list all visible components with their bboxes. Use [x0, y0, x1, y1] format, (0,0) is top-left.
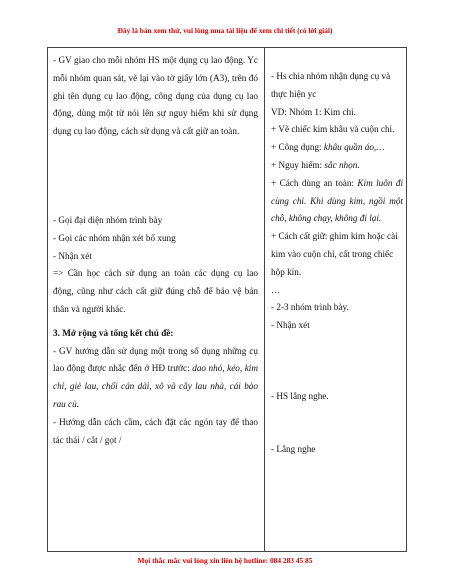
usage-value: khâu quần áo,… — [323, 142, 385, 153]
listen-response-2: - Lắng nghe — [271, 443, 316, 454]
column-divider — [264, 48, 265, 551]
danger-value: sắc nhọn. — [324, 159, 360, 170]
example-line: VD: Nhóm 1: Kim chỉ. — [271, 106, 356, 117]
danger-label: + Nguy hiểm: — [271, 159, 325, 170]
lesson-table — [47, 47, 407, 552]
ellipsis-line: … — [271, 284, 281, 295]
group-task-response: - Hs chia nhóm nhận dụng cụ và thực hiện yc — [271, 71, 391, 99]
present-instruction: - Gọi đại diện nhóm trình bày — [53, 214, 163, 225]
danger-line — [271, 157, 403, 175]
tool-guidance-lead: - GV hướng dẫn sử dụng một trong số dụng những cụ lao động được nhắc đến ở HĐ trước: — [53, 345, 258, 374]
preview-notice-banner: Đây là bản xem thử, vui lòng mua tài liệu để xem chi tiết (có lời giải) — [117, 26, 333, 35]
conclusion-text: => Cần học cách sử dụng an toàn các dụng cụ lao động, cũng như cách cất giữ đúng chỗ để bảo vệ bản thân và người khác. — [53, 268, 258, 314]
comment-response: - Nhận xét — [271, 320, 310, 331]
task-instruction: - GV giao cho mỗi nhóm HS một dụng cụ lao động. Yc mỗi nhóm quan sát, vẽ lại vào tờ giấy lớn (A3), trên đó ghi tên dụng cụ lao động, công dụng của dụng cụ lao động, dùng một từ nói lên sự nguy hiểm khi sử dụng dụng cụ lao động, cách sử dụng và cất giữ an toàn. — [53, 55, 258, 137]
peer-review-instruction: - Gọi các nhóm nhận xét bổ xung — [53, 232, 176, 243]
usage-line — [271, 139, 403, 157]
hotline-banner: Mọi thắc mắc vui lòng xin liên hệ hotline: 084 283 45 85 — [137, 556, 313, 565]
section-heading: 3. Mở rộng và tổng kết chủ đề: — [53, 327, 174, 338]
drawing-line: + Vẽ chiếc kim khâu và cuộn chỉ. — [271, 124, 395, 135]
teacher-activities-column — [53, 48, 258, 449]
student-activities-column — [271, 48, 403, 459]
teacher-comment: - Nhận xét — [53, 250, 92, 261]
usage-label: + Công dụng: — [271, 142, 324, 153]
presentation-response: - 2-3 nhóm trình bày. — [271, 302, 349, 313]
safe-use-line — [271, 175, 403, 228]
listen-response: - HS lắng nghe. — [271, 390, 329, 401]
tool-guidance-paragraph — [53, 343, 258, 414]
safe-use-value: Kim luôn đi cùng chỉ. Khi dùng kim, ngồi một chỗ, không chạy, không đi lại. — [271, 177, 403, 224]
storage-line: + Cách cất giữ: ghim kim hoặc cài kim vào cuộn chỉ, cất trong chiếc hộp kín. — [271, 231, 398, 277]
tool-list: dao nhỏ, kéo, kim chỉ, giẻ lau, chổi cán dài, xô và cây lau nhà, cái bào rau củ. — [53, 363, 258, 409]
grip-guidance: - Hướng dẫn cách cầm, cách đặt các ngón tay để thao tác thái / cắt / gọt / — [53, 416, 258, 445]
safe-use-label: + Cách dùng an toàn: — [271, 177, 358, 188]
